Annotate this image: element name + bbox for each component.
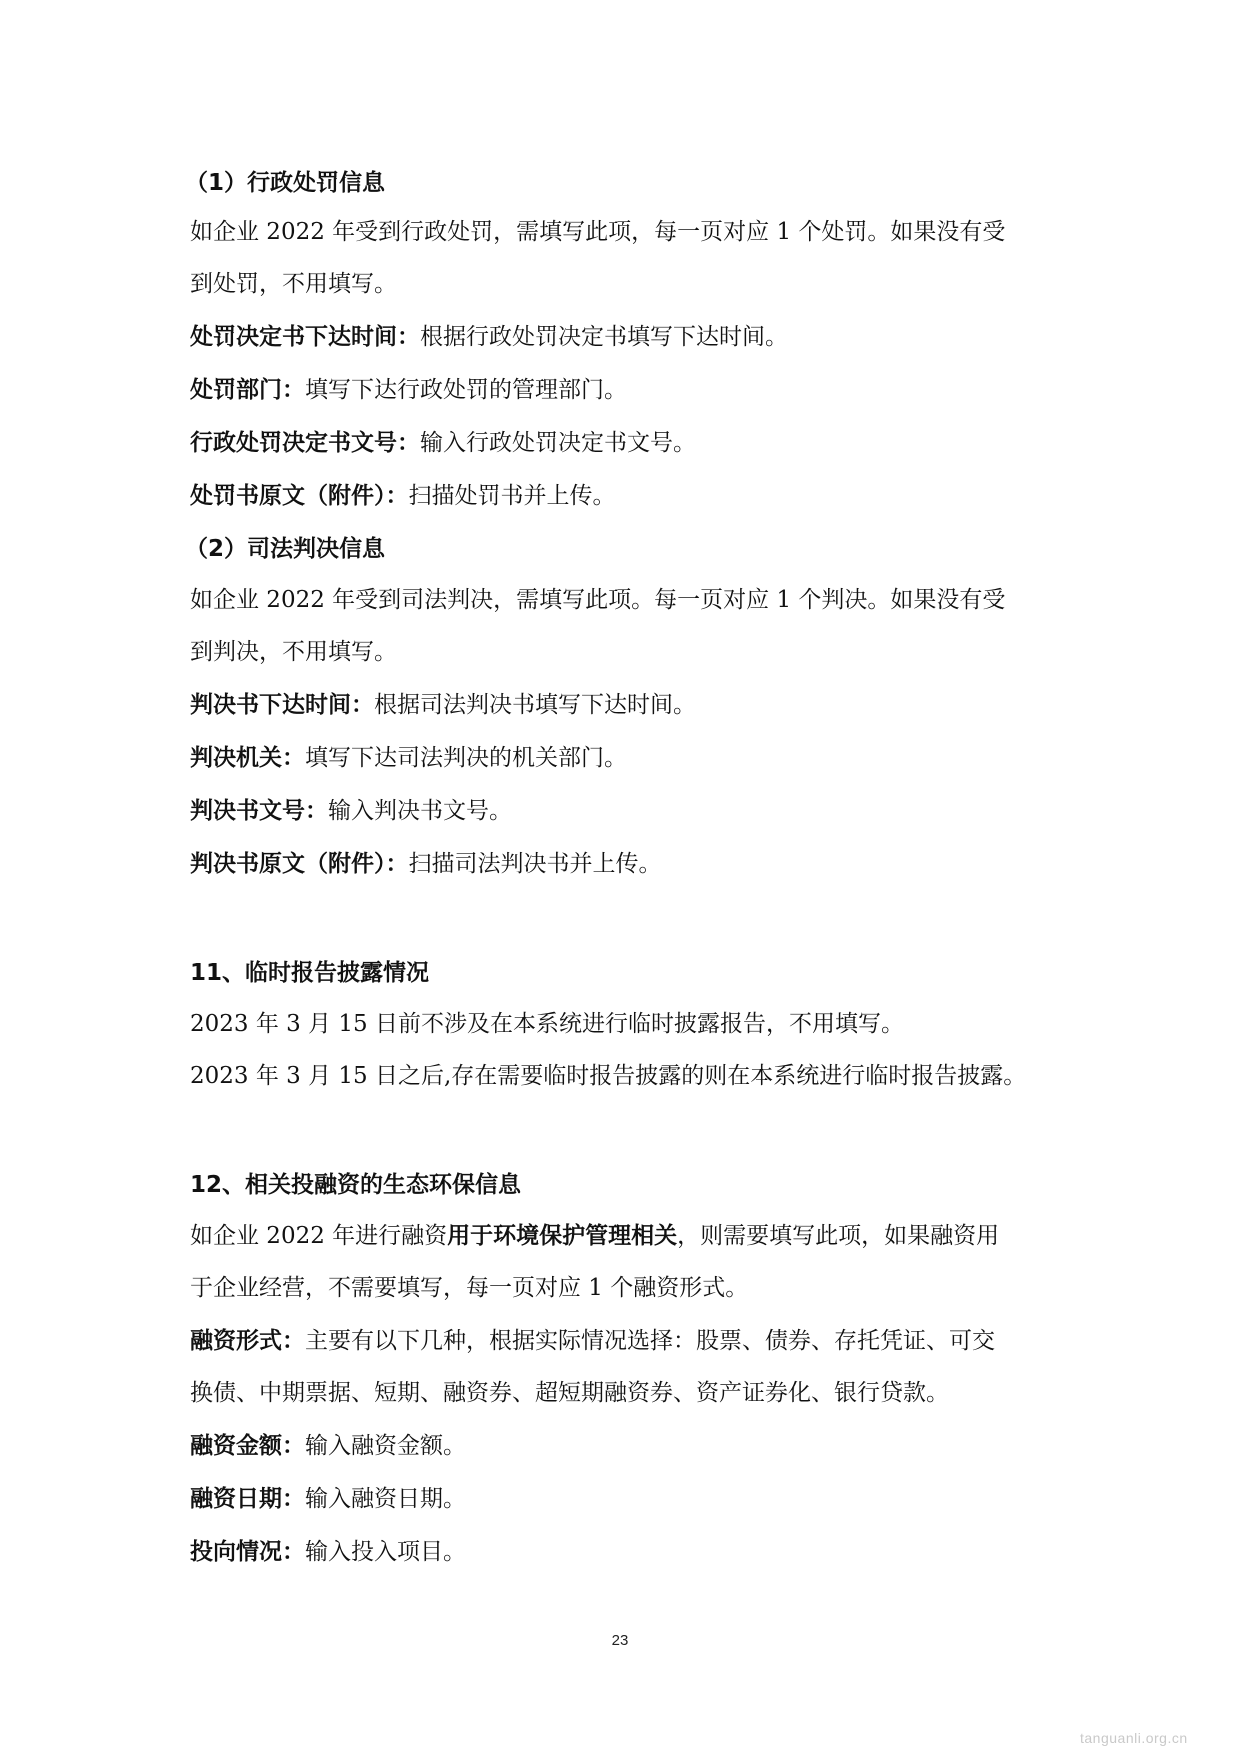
field-text: 扫描司法判决书并上传。 bbox=[408, 851, 662, 877]
field-label: 处罚决定书下达时间： bbox=[190, 324, 420, 350]
judgment-heading: （2）司法判决信息 bbox=[185, 536, 386, 562]
field-label: 判决机关： bbox=[190, 745, 305, 771]
sec11-para2: 2023 年 3 月 15 日之后,存在需要临时报告披露的则在本系统进行临时报告披露。 bbox=[190, 1063, 1027, 1089]
sec12-field-investment bbox=[190, 1537, 466, 1567]
sec12-intro-line2: 于企业经营，不需要填写，每一页对应 1 个融资形式。 bbox=[190, 1275, 749, 1301]
field-label: 行政处罚决定书文号： bbox=[190, 430, 420, 456]
field-text: 填写下达司法判决的机关部门。 bbox=[305, 745, 627, 771]
punish-heading: （1）行政处罚信息 bbox=[185, 170, 386, 196]
judgment-field-attachment bbox=[190, 849, 662, 879]
field-label: 判决书文号： bbox=[190, 798, 328, 824]
field-label: 投向情况： bbox=[190, 1539, 305, 1565]
judgment-field-number bbox=[190, 796, 512, 826]
field-label: 融资金额： bbox=[190, 1433, 305, 1459]
punish-field-dept bbox=[190, 375, 627, 405]
judgment-intro-line2: 到判决，不用填写。 bbox=[190, 639, 397, 665]
field-text: 填写下达行政处罚的管理部门。 bbox=[305, 377, 627, 403]
intro-emphasis: 用于环境保护管理相关 bbox=[447, 1223, 678, 1249]
intro-text: ，则需要填写此项，如果融资用 bbox=[677, 1223, 1000, 1249]
sec11-heading: 11、临时报告披露情况 bbox=[190, 960, 430, 986]
punish-field-time bbox=[190, 322, 788, 352]
punish-intro-line1: 如企业 2022 年受到行政处罚，需填写此项，每一页对应 1 个处罚。如果没有受 bbox=[190, 219, 1006, 245]
intro-text: 如企业 2022 年进行融资 bbox=[190, 1223, 448, 1249]
punish-field-attachment bbox=[190, 481, 616, 511]
field-text: 根据司法判决书填写下达时间。 bbox=[374, 692, 696, 718]
judgment-field-time bbox=[190, 690, 696, 720]
judgment-field-authority bbox=[190, 743, 627, 773]
field-text: 扫描处罚书并上传。 bbox=[408, 483, 616, 509]
sec12-heading: 12、相关投融资的生态环保信息 bbox=[190, 1172, 522, 1198]
field-label: 判决书下达时间： bbox=[190, 692, 374, 718]
field-label: 判决书原文（附件）： bbox=[190, 851, 409, 877]
field-label: 处罚部门： bbox=[190, 377, 305, 403]
sec12-field-amount bbox=[190, 1431, 466, 1461]
field-label: 融资形式： bbox=[190, 1328, 305, 1354]
field-text: 根据行政处罚决定书填写下达时间。 bbox=[420, 324, 788, 350]
field-text: 输入投入项目。 bbox=[305, 1539, 466, 1565]
punish-field-number bbox=[190, 428, 696, 458]
field-text: 输入判决书文号。 bbox=[328, 798, 512, 824]
judgment-intro-line1: 如企业 2022 年受到司法判决，需填写此项。每一页对应 1 个判决。如果没有受 bbox=[190, 587, 1006, 613]
sec12-field-form bbox=[190, 1326, 995, 1356]
watermark: tanguanli.org.cn bbox=[1080, 1730, 1188, 1746]
field-text: 输入融资金额。 bbox=[305, 1433, 466, 1459]
field-label: 处罚书原文（附件）： bbox=[190, 483, 409, 509]
sec12-intro-line1 bbox=[190, 1221, 999, 1251]
sec12-field-date bbox=[190, 1484, 466, 1514]
sec11-para1: 2023 年 3 月 15 日前不涉及在本系统进行临时披露报告，不用填写。 bbox=[190, 1011, 904, 1037]
field-text: 输入行政处罚决定书文号。 bbox=[420, 430, 696, 456]
punish-intro-line2: 到处罚，不用填写。 bbox=[190, 271, 397, 297]
field-text: 输入融资日期。 bbox=[305, 1486, 466, 1512]
page-number: 23 bbox=[611, 1632, 629, 1649]
field-label: 融资日期： bbox=[190, 1486, 305, 1512]
sec12-field-form-cont: 换债、中期票据、短期、融资券、超短期融资券、资产证券化、银行贷款。 bbox=[190, 1380, 949, 1406]
field-text: 主要有以下几种，根据实际情况选择：股票、债券、存托凭证、可交 bbox=[305, 1328, 995, 1354]
